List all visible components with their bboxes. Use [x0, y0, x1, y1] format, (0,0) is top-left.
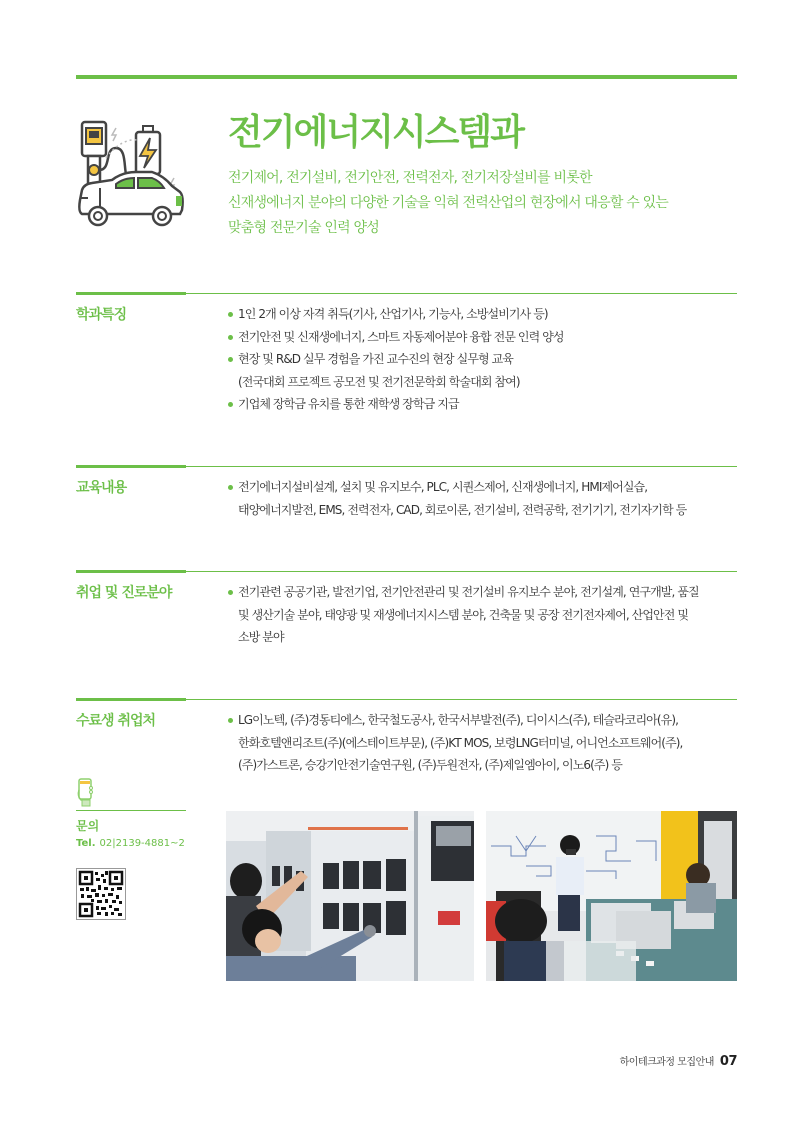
section-label: 교육내용 — [76, 480, 127, 496]
section-content — [228, 476, 738, 521]
list-item — [228, 348, 738, 393]
page-footer — [620, 1053, 737, 1069]
list-item-text: LG이노텍, (주)경동티에스, 한국철도공사, 한국서부발전(주), 디이시스(주), 테슬라코리아(유), — [238, 713, 679, 727]
list-item-text: (전국대회 프로젝트 공모전 및 전기전문학회 학술대회 참여) — [238, 374, 520, 389]
ev-charging-icon — [76, 118, 186, 230]
section-label: 수료생 취업처 — [76, 713, 156, 729]
list-item-text: 1인 2개 이상 자격 취득(기사, 산업기사, 기능사, 소방설비기사 등) — [238, 307, 548, 321]
summary-line: 신재생에너지 분야의 다양한 기술을 익혀 전력산업의 현장에서 대응할 수 있는 — [228, 195, 669, 211]
list-item-text: 한화호텔앤리조트(주)(에스테이트부문), (주)KT MOS, 보령LNG터미널, 어니언소프트웨어(주), — [238, 735, 683, 750]
list-item-text: 기업체 장학금 유치를 통한 재학생 장학금 지급 — [238, 397, 459, 411]
list-item — [228, 303, 738, 326]
list-item — [228, 476, 738, 521]
contact-phone — [76, 838, 185, 849]
bullet-icon — [228, 485, 233, 490]
top-rule — [76, 75, 737, 79]
bullet-icon — [228, 402, 233, 407]
list-item — [228, 326, 738, 349]
bullet-icon — [228, 590, 233, 595]
list-item-text: 및 생산기술 분야, 태양광 및 재생에너지시스템 분야, 건축물 및 공장 전기전자제어, 산업안전 및 — [238, 607, 689, 622]
list-item — [228, 581, 738, 649]
section-label: 학과특징 — [76, 307, 127, 323]
page-number: 07 — [719, 1054, 737, 1069]
section-content — [228, 709, 738, 777]
bullet-icon — [228, 335, 233, 340]
section-content — [228, 303, 738, 416]
section-divider-accent — [76, 570, 186, 573]
bullet-icon — [228, 718, 233, 723]
summary-line: 전기제어, 전기설비, 전기안전, 전력전자, 전기저장설비를 비롯한 — [228, 170, 592, 186]
list-item-text: 태양에너지발전, EMS, 전력전자, CAD, 회로이론, 전기설비, 전력공학, 전기기기, 전기자기학 등 — [238, 502, 687, 517]
section-label: 취업 및 진로분야 — [76, 585, 172, 601]
footer-text: 하이테크과정 모집안내 — [619, 1057, 714, 1068]
section-divider-accent — [76, 292, 186, 295]
list-item-text: 소방 분야 — [238, 630, 284, 644]
tel-prefix: Tel. — [76, 838, 96, 849]
section-divider-accent — [76, 698, 186, 701]
list-item — [228, 393, 738, 416]
photo-lab-lecture — [486, 811, 737, 981]
page-title: 전기에너지시스템과 — [228, 112, 523, 153]
list-item-text: 현장 및 R&D 실무 경험을 가진 교수진의 현장 실무형 교육 — [238, 352, 513, 366]
phone-number: 02|2139-4881~2 — [99, 838, 185, 849]
summary-line: 맞춤형 전문기술 인력 양성 — [228, 220, 379, 236]
list-item-text: 전기관련 공공기관, 발전기업, 전기안전관리 및 전기설비 유지보수 분야, 전기설계, 연구개발, 품질 — [238, 585, 699, 599]
section-content — [228, 581, 738, 649]
contact-divider — [76, 810, 186, 811]
bullet-icon — [228, 357, 233, 362]
section-divider-accent — [76, 465, 186, 468]
list-item-text: 전기안전 및 신재생에너지, 스마트 자동제어분야 융합 전문 인력 양성 — [238, 329, 564, 344]
bullet-icon — [228, 312, 233, 317]
list-item-text: 전기에너지설비설계, 설치 및 유지보수, PLC, 시퀀스제어, 신재생에너지, HMI제어실습, — [238, 480, 648, 494]
list-item — [228, 709, 738, 777]
list-item-text: (주)가스트론, 승강기안전기술연구원, (주)두원전자, (주)제일엠아이, 이노6(주) 등 — [238, 758, 622, 772]
department-summary — [228, 166, 748, 241]
photo-control-panel-lab — [226, 811, 474, 981]
qr-code[interactable] — [76, 868, 126, 920]
phone-hand-icon — [76, 778, 96, 808]
contact-label: 문의 — [76, 819, 100, 833]
